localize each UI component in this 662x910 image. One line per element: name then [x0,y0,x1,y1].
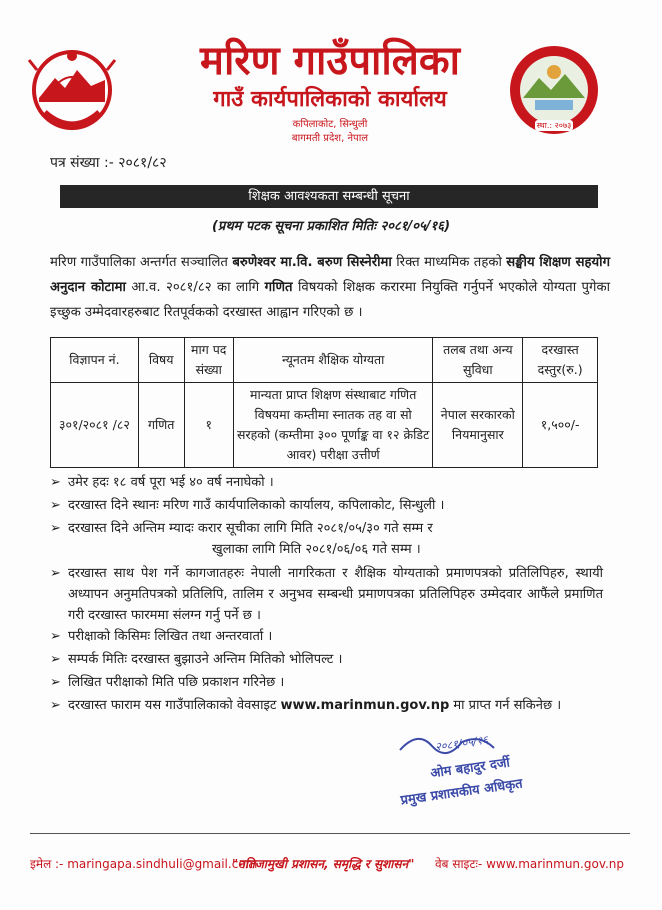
signature-block [390,728,570,808]
arrow-icon: ➢ [50,629,61,644]
reference-number: पत्र संख्या :- २०८१/८२ [50,155,167,171]
table-header-row [51,338,598,383]
arrow-icon: ➢ [50,498,61,513]
municipality-title: मरिण गाउँपालिका [200,38,460,84]
intro-text-1: मरिण गाउँपालिका अन्तर्गत सञ्चालित [50,255,233,270]
notice-title-bar: शिक्षक आवश्यकता सम्बन्धी सूचना [60,185,598,208]
arrow-icon: ➢ [50,521,61,536]
deadline-continuation: खुलाका लागि मिति २०८१/०६/०६ गते सम्म । [212,542,421,557]
seal-year: स्था.: २०७३ [536,121,572,130]
officer-name: ओम बहादुर दर्जी [429,755,511,782]
school-name: बरुणेश्वर मा.वि. बरुण सिस्नेरीमा [232,255,392,270]
header-subject: विषय [138,338,184,383]
list-item: ➢ उमेर हदः १८ वर्ष पूरा भई ४० वर्ष ननाघेको । [50,473,610,493]
list-item: ➢ दरखास्त फाराम यस गाउँपालिकाको वेवसाइट www.marinmun.gov.np मा प्राप्त गर्न सकिनेछ । [50,696,610,716]
cell-qualification: मान्यता प्राप्त शिक्षण संस्थाबाट गणित विषयमा कम्तीमा स्नातक तह वा सो सरहको (कम्तीमा ३०० पूर्णाङ्क वा १२ क्रेडिट आवर) परीक्षा उत्तीर्ण [233,383,433,468]
officer-designation: प्रमुख प्रशासकीय अधिकृत [399,776,524,809]
arrow-icon: ➢ [50,566,61,581]
signature-date: २०८१/०५/१६ [434,733,489,754]
quota-name: सङ्घीय शिक्षण सहयोग अनुदान कोटामा [50,255,611,295]
footer-email: इमेल :- maringapa.sindhuli@gmail.com [30,857,258,871]
cell-fee: १,५००/- [523,383,598,468]
header-fee: दरखास्त दस्तुर(रु.) [523,338,598,383]
arrow-icon: ➢ [50,675,61,690]
footer-website: वेब साइटः- www.marinmun.gov.np [435,857,625,871]
cell-salary: नेपाल सरकारको नियमानुसार [433,383,523,468]
cell-subject: गणित [138,383,184,468]
header-qualification: न्यूनतम शैक्षिक योग्यता [233,338,433,383]
vacancy-table [50,337,598,468]
list-item: ➢ दरखास्त दिने स्थानः मरिण गाउँ कार्यपालिकाको कार्यालय, कपिलाकोट, सिन्धुली । [50,496,610,516]
arrow-icon: ➢ [50,475,61,490]
header-ad-no: विज्ञापन नं. [51,338,139,383]
intro-paragraph [50,250,610,325]
intro-text-3: आ.व. २०८१/८२ का लागि [125,280,265,295]
municipality-seal-logo [505,40,603,140]
list-item: ➢ दरखास्त साथ पेश गर्ने कागजातहरुः नेपाली नागरिकता र शैक्षिक योग्यताको प्रमाणपत्रको प्रतिलिपिहरु, स्थायी अध्यापन अनुमतिपत्रको प्रतिलिपि, तालिम र अनुभव सम्बन्धी प्रमाणपत्रका प्रतिलिपिहरु उम्मेदवार आफैंले प्रमाणित गरी दरखास्त फारममा संलग्न गर्नु पर्ने छ । [50,563,610,626]
list-item: ➢ लिखित परीक्षाको मिति पछि प्रकाशन गरिनेछ । [50,673,610,693]
list-item: ➢ सम्पर्क मितिः दरखास्त बुझाउने अन्तिम मितिको भोलिपल्ट । [50,650,610,670]
header-salary: तलब तथा अन्य सुविधा [433,338,523,383]
intro-text-4: विषयको शिक्षक करारमा नियुक्ति गर्नुपर्ने भएकोले योग्यता पुगेका इच्छुक उम्मेदवारहरुबाट रितपूर्वकको दरखास्त आह्वान गरिएको छ । [50,280,611,320]
website-link: www.marinmun.gov.np [280,698,450,713]
subject-name: गणित [264,280,293,295]
cell-posts: १ [184,383,233,468]
address-line-2: बागमती प्रदेश, नेपाल [291,133,369,144]
footer-slogan: "नतिजामुखी प्रशासन, समृद्धि र सुशासन" [232,857,415,871]
arrow-icon: ➢ [50,652,61,667]
address-line-1: कपिलाकोट, सिन्धुली [292,119,368,130]
arrow-icon: ➢ [50,698,61,713]
list-item: ➢ परीक्षाको किसिमः लिखित तथा अन्तरवार्ता । [50,627,610,647]
list-item: ➢ दरखास्त दिने अन्तिम म्यादः करार सूचीका लागि मिति २०८१/०५/३० गते सम्म र [50,519,610,539]
office-title: गाउँ कार्यपालिकाको कार्यालय [213,87,447,112]
header-posts: माग पद संख्या [184,338,233,383]
table-row [51,383,598,468]
intro-text-2: रिक्त माध्यमिक तहको [391,255,507,270]
cell-ad-no: ३०१/२०८१ /८२ [51,383,139,468]
first-published-date: (प्रथम पटक सूचना प्रकाशित मितिः २०८१/०५/१६) [211,219,451,234]
footer-divider [30,833,630,834]
nepal-emblem-logo [25,40,120,140]
